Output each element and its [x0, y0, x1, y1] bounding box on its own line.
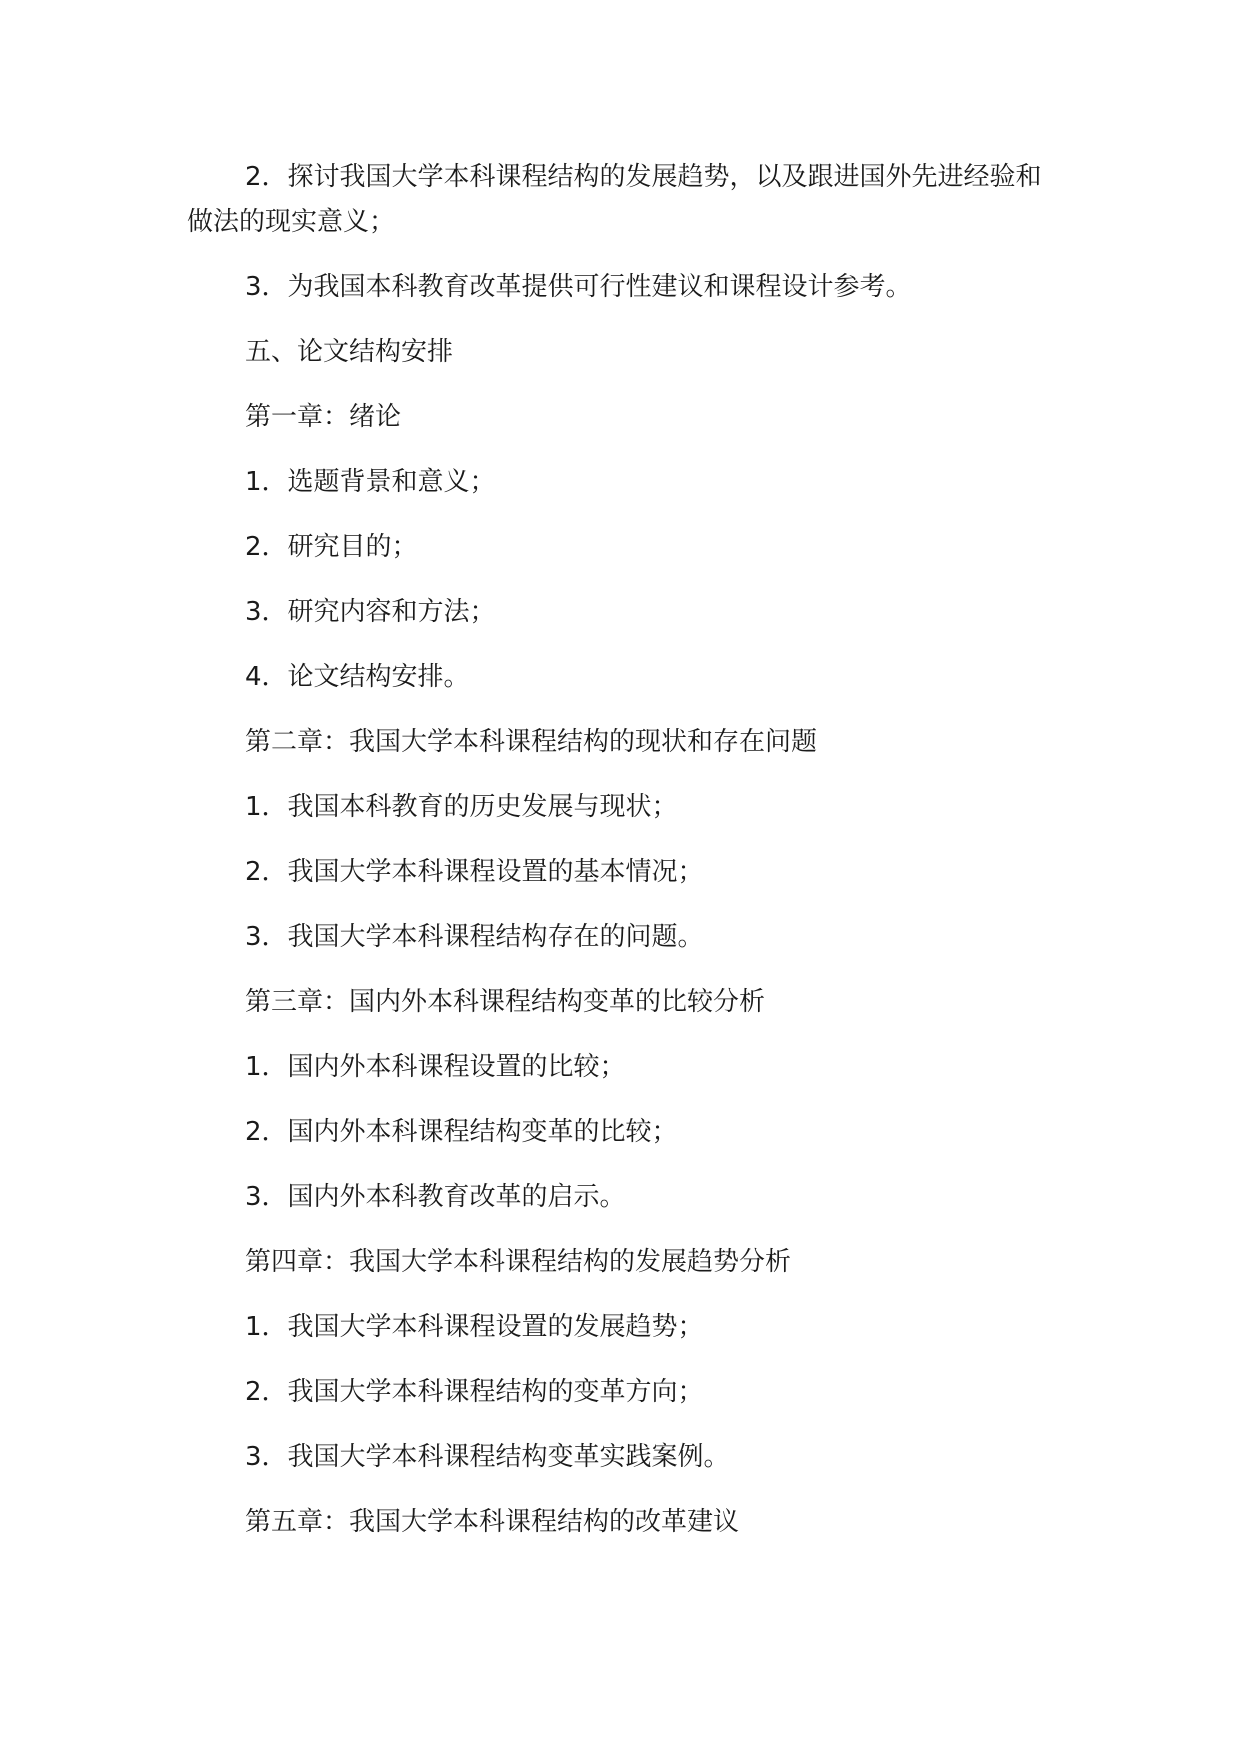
paragraph-objective-2: 2．探讨我国大学本科课程结构的发展趋势，以及跟进国外先进经验和做法的现实意义；: [187, 162, 1042, 237]
chapter-2-item-2: 2．我国大学本科课程设置的基本情况；: [245, 857, 704, 887]
chapter-1-item-4: 4．论文结构安排。: [245, 662, 470, 692]
section-heading-structure: 五、论文结构安排: [245, 337, 454, 367]
chapter-4-item-3: 3．我国大学本科课程结构变革实践案例。: [245, 1442, 730, 1472]
chapter-3-item-1: 1．国内外本科课程设置的比较；: [245, 1052, 626, 1082]
chapter-2-item-3: 3．我国大学本科课程结构存在的问题。: [245, 922, 704, 952]
chapter-5-heading: 第五章：我国大学本科课程结构的改革建议: [245, 1507, 740, 1537]
chapter-1-item-2: 2．研究目的；: [245, 532, 418, 562]
document-body: [187, 155, 1057, 1565]
chapter-2-item-1: 1．我国本科教育的历史发展与现状；: [245, 792, 678, 822]
chapter-3-heading: 第三章：国内外本科课程结构变革的比较分析: [245, 987, 766, 1017]
paragraph-objective-3: 3．为我国本科教育改革提供可行性建议和课程设计参考。: [245, 272, 912, 302]
chapter-1-item-1: 1．选题背景和意义；: [245, 467, 496, 497]
chapter-4-item-1: 1．我国大学本科课程设置的发展趋势；: [245, 1312, 704, 1342]
chapter-4-heading: 第四章：我国大学本科课程结构的发展趋势分析: [245, 1247, 792, 1277]
chapter-4-item-2: 2．我国大学本科课程结构的变革方向；: [245, 1377, 704, 1407]
chapter-2-heading: 第二章：我国大学本科课程结构的现状和存在问题: [245, 727, 818, 757]
chapter-3-item-2: 2．国内外本科课程结构变革的比较；: [245, 1117, 678, 1147]
chapter-1-item-3: 3．研究内容和方法；: [245, 597, 496, 627]
chapter-3-item-3: 3．国内外本科教育改革的启示。: [245, 1182, 626, 1212]
chapter-1-heading: 第一章：绪论: [245, 402, 402, 432]
